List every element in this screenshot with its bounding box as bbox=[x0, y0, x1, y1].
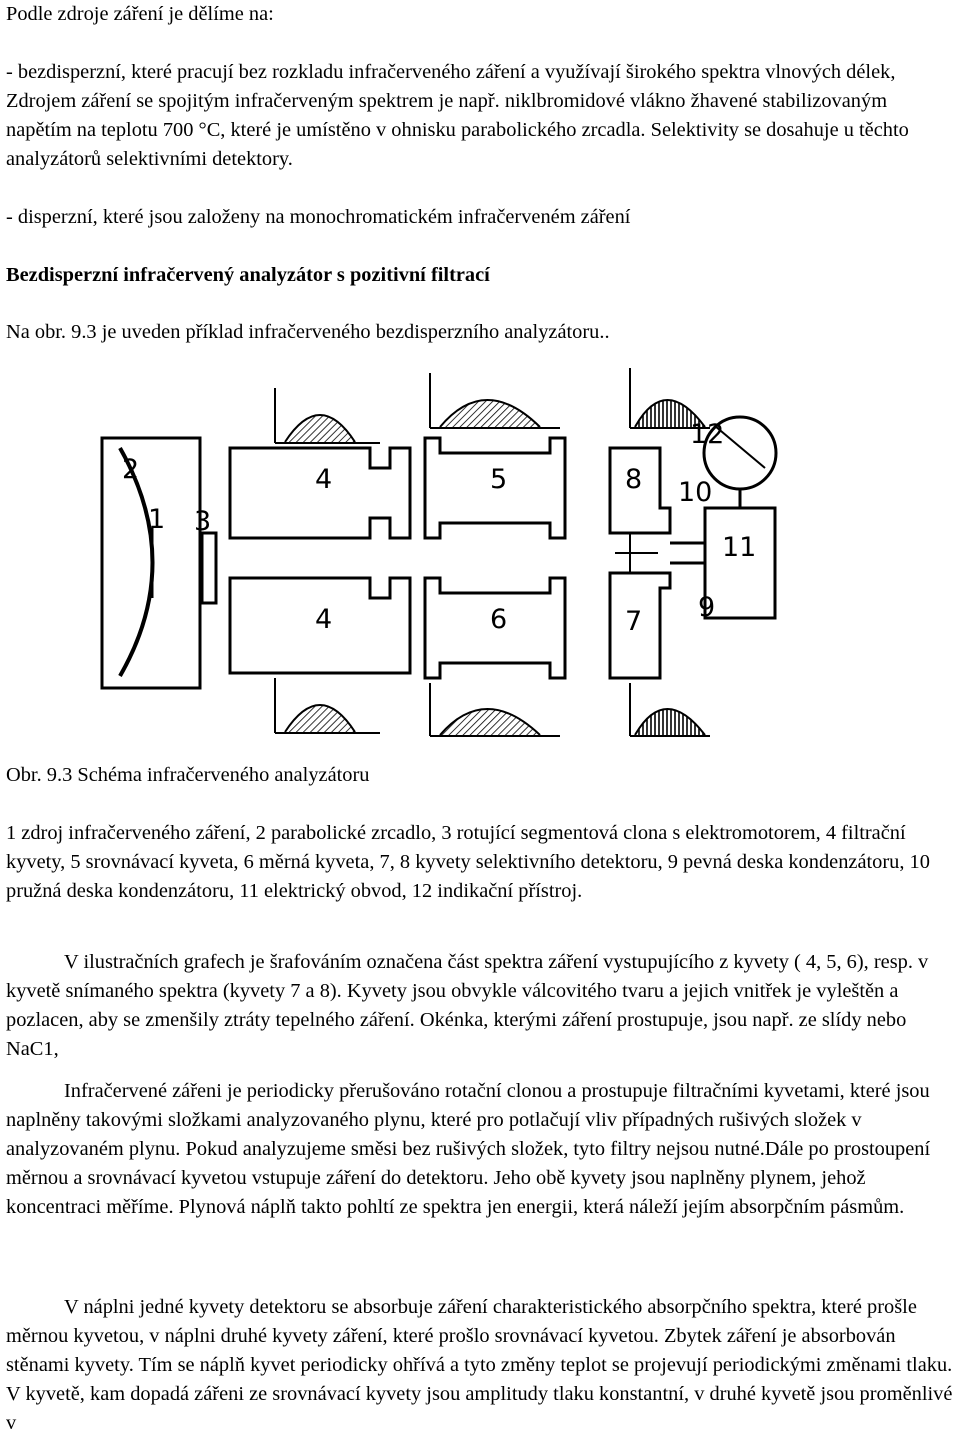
label-6: 6 bbox=[490, 604, 508, 635]
label-12: 12 bbox=[690, 419, 725, 450]
rotating-chopper bbox=[202, 533, 216, 603]
spectrum-bottom-mid bbox=[430, 683, 560, 736]
label-5: 5 bbox=[490, 464, 508, 495]
label-4-lower: 4 bbox=[315, 604, 333, 635]
list-item-nondispersive: - bezdisperzní, které pracují bez rozkladu infračerveného záření a využívají širokého spektra vlnových délek, Zdrojem záření se spojitým infračerveným spektrem je např. niklbromidové vlákno žhavené stabilizovaným napětím na teplotu 700 °C, které je umístěno v ohnisku parabolického zrcadla. Selektivity se dosahuje u těchto analyzátorů selektivními detektory. bbox=[6, 61, 909, 170]
label-3: 3 bbox=[194, 506, 212, 537]
label-9: 9 bbox=[698, 592, 716, 623]
figure-legend: 1 zdroj infračerveného záření, 2 parabolické zrcadlo, 3 rotující segmentová clona s elektromotorem, 4 filtrační kyvety, 5 srovnávací kyveta, 6 měrná kyveta, 7, 8 kyvety selektivního detektoru, 9 pevná deska kondenzátoru, 10 pružná deska kondenzátoru, 11 elektrický obvod, 12 indikační přístroj. bbox=[6, 822, 930, 902]
spectrum-top-mid bbox=[430, 373, 560, 428]
paragraph-3: V náplni jedné kyvety detektoru se absorbuje záření charakteristického absorpčního spektra, které prošle měrnou kyvetou, v náplni druhé kyvety záření, které prošlo srovnávací kyvetou. Zbytek záření je absorbován stěnami kyvety. Tím se náplň kyvet periodicky ohřívá a tyto změny teplot se projevují periodickými změnami tlaku. V kyvetě, kam dopadá zářeni ze srovnávací kyvety jsou amplitudy tlaku konstantní, v druhé kyvetě jsou proměnlivé v bbox=[6, 1296, 953, 1434]
electric-circuit-box bbox=[705, 508, 775, 618]
paragraph-2: Infračervené zářeni je periodicky přerušováno rotační clonou a prostupuje filtračními kyvetami, které jsou naplněny takovými složkami analyzovaného plynu, které pro potlačují vliv případných rušivých složek v analyzovaném plynu. Pokud analyzujeme směsi bez rušivých složek, tyto filtry nejsou nutné.Dále po prostoupení měrnou a srovnávací kyvetou vstupuje záření do detektoru. Jeho obě kyvety jsou naplněny plynem, jehož koncentraci měříme. Plynová náplň takto pohltí ze spektra jen energii, která náleží jejím absorpčním pásmům. bbox=[6, 1080, 931, 1218]
list-item-dispersive: - disperzní, které jsou založeny na monochromatickém infračerveném záření bbox=[6, 206, 631, 228]
figure-caption: Obr. 9.3 Schéma infračerveného analyzátoru bbox=[6, 764, 370, 786]
label-2: 2 bbox=[122, 454, 140, 485]
label-7: 7 bbox=[625, 606, 643, 637]
intro-text: Podle zdroje záření je dělíme na: bbox=[6, 3, 274, 25]
label-10: 10 bbox=[678, 477, 713, 508]
spectrum-bottom-left bbox=[275, 678, 380, 733]
figure-reference: Na obr. 9.3 je uveden příklad infračerveného bezdisperzního analyzátoru.. bbox=[6, 321, 610, 343]
section-heading: Bezdisperzní infračervený analyzátor s pozitivní filtrací bbox=[6, 264, 490, 286]
paragraph-1: V ilustračních grafech je šrafováním označena část spektra záření vystupujícího z kyvety ( 4, 5, 6), resp. v kyvetě snímaného spektra (kyvety 7 a 8). Kyvety jsou obvykle válcovitého tvaru a jejich vnitřek je vyleštěn a pozlacen, aby se zmenšily ztráty tepelného záření. Okénka, kterými záření prostupuje, jsou např. ze slídy nebo NaC1, bbox=[6, 951, 929, 1060]
label-11: 11 bbox=[722, 532, 757, 563]
label-4-upper: 4 bbox=[315, 464, 333, 495]
analyzer-schematic-figure bbox=[90, 358, 800, 742]
label-1: 1 bbox=[148, 504, 166, 535]
label-8: 8 bbox=[625, 464, 643, 495]
spectrum-top-left bbox=[275, 388, 380, 443]
spectrum-bottom-right bbox=[630, 683, 710, 736]
